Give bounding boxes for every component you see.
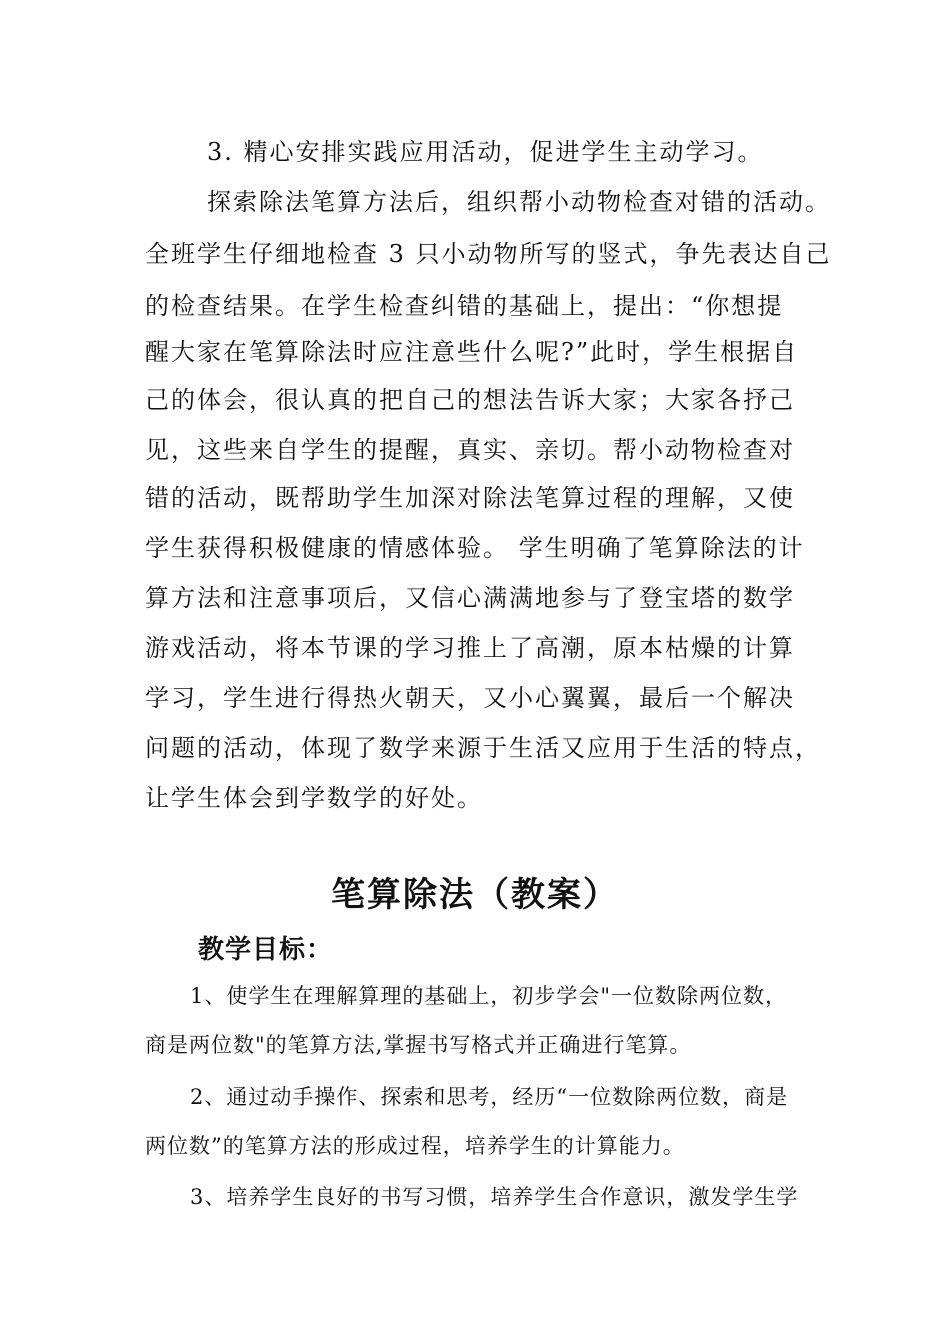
- objectives-heading: 教学目标：: [198, 935, 334, 965]
- lesson-title: 笔算除法（教案）: [331, 875, 619, 915]
- paragraph-line: 己的体会，很认真的把自己的想法告诉大家；大家各抒己: [145, 386, 795, 414]
- paragraph-line: 学生获得积极健康的情感体验。 学生明确了笔算除法的计: [145, 534, 805, 562]
- paragraph-line: 醒大家在笔算除法时应注意些什么呢?”此时，学生根据自: [145, 338, 799, 366]
- section-heading: 3. 精心安排实践应用活动，促进学生主动学习。: [207, 138, 764, 166]
- paragraph-line: 见，这些来自学生的提醒，真实、亲切。帮小动物检查对: [145, 436, 795, 464]
- paragraph-line: 游戏活动，将本节课的学习推上了高潮，原本枯燥的计算: [145, 634, 795, 662]
- objective-line: 商是两位数"的笔算方法,掌握书写格式并正确进行笔算。: [145, 1033, 692, 1057]
- objective-line: 2、通过动手操作、探索和思考，经历“一位数除两位数，商是: [190, 1085, 789, 1109]
- objective-line: 3、培养学生良好的书写习惯，培养学生合作意识，激发学生学: [190, 1185, 799, 1209]
- paragraph-line: 让学生体会到学数学的好处。: [145, 784, 483, 812]
- paragraph-line: 探索除法笔算方法后，组织帮小动物检查对错的活动。: [207, 188, 831, 216]
- paragraph-line: 学习，学生进行得热火朝天，又小心翼翼，最后一个解决: [145, 684, 795, 712]
- paragraph-line: 问题的活动，体现了数学来源于生活又应用于生活的特点，: [145, 734, 821, 762]
- paragraph-line: 全班学生仔细地检查 3 只小动物所写的竖式，争先表达自己: [145, 240, 832, 268]
- paragraph-line: 错的活动，既帮助学生加深对除法笔算过程的理解，又使: [145, 484, 795, 512]
- paragraph-line: 算方法和注意事项后，又信心满满地参与了登宝塔的数学: [145, 584, 795, 612]
- objective-line: 1、使学生在理解算理的基础上，初步学会"一位数除两位数，: [190, 984, 788, 1008]
- objective-line: 两位数”的笔算方法的形成过程，培养学生的计算能力。: [145, 1134, 685, 1158]
- paragraph-line: 的检查结果。在学生检查纠错的基础上，提出：“你想提: [145, 292, 784, 320]
